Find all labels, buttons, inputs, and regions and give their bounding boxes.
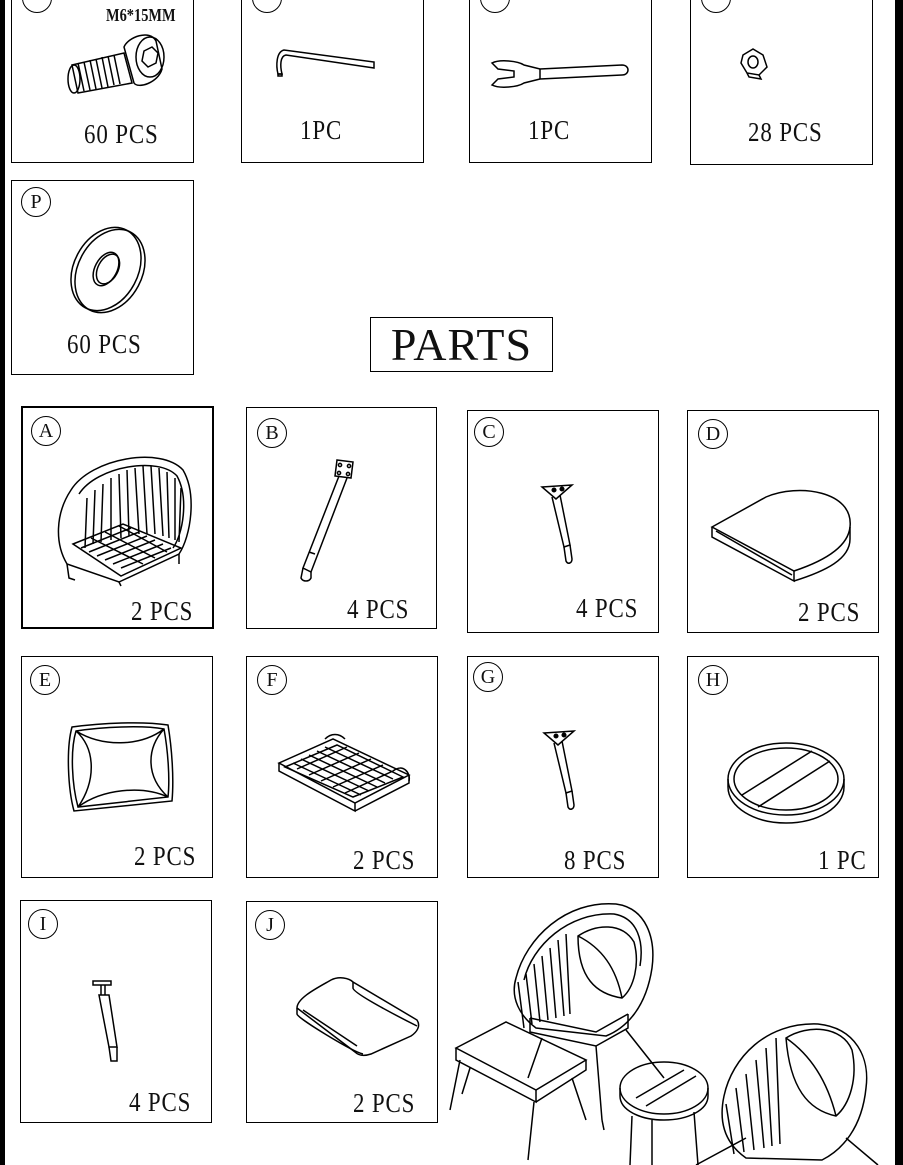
tapered-leg-icon (538, 727, 588, 817)
allen-key-qty: 1PC (300, 115, 343, 145)
chair-frame-icon (51, 444, 197, 586)
hardware-wrench-box (469, 0, 652, 163)
hex-bolt-icon (52, 25, 182, 105)
section-title: PARTS (370, 317, 553, 372)
part-f-qty: 2 PCS (353, 845, 416, 875)
washer-qty: 60 PCS (67, 329, 142, 359)
ottoman-cushion-icon (293, 974, 423, 1058)
hardware-letter-cutoff (252, 0, 282, 13)
hardware-washer-box (11, 180, 194, 375)
hardware-letter-cutoff (701, 0, 731, 13)
page-border-left (0, 0, 5, 1165)
part-d-letter: D (698, 419, 728, 449)
bistro-set-icon (446, 898, 886, 1165)
part-f-letter: F (257, 665, 287, 695)
part-d-qty: 2 PCS (798, 597, 861, 627)
part-e-letter: E (30, 665, 60, 695)
part-j-box (246, 901, 438, 1123)
hardware-letter-cutoff (480, 0, 510, 13)
part-b-letter: B (257, 418, 287, 448)
seat-cushion-icon (708, 487, 858, 583)
wrench-icon (488, 53, 633, 103)
part-b-qty: 4 PCS (347, 594, 410, 624)
table-leg-icon (87, 977, 127, 1067)
part-e-qty: 2 PCS (134, 841, 197, 871)
nut-qty: 28 PCS (748, 117, 823, 147)
part-a-letter: A (31, 416, 61, 446)
hardware-letter-cutoff (22, 0, 52, 13)
part-a-qty: 2 PCS (131, 596, 194, 626)
wrench-qty: 1PC (528, 115, 571, 145)
hardware-nut-box (690, 0, 873, 165)
washer-icon (64, 223, 154, 323)
part-c-box (467, 410, 659, 633)
part-f-box (246, 656, 438, 878)
tapered-leg-icon (534, 481, 584, 571)
page-border-right (895, 0, 903, 1165)
part-d-box (687, 410, 879, 633)
washer-letter: P (21, 187, 51, 217)
hex-nut-icon (735, 45, 775, 85)
ottoman-frame-icon (275, 733, 415, 819)
part-g-qty: 8 PCS (564, 845, 627, 875)
part-j-letter: J (255, 910, 285, 940)
part-a-box (21, 406, 214, 629)
hardware-bolt-box (11, 0, 194, 163)
part-j-qty: 2 PCS (353, 1088, 416, 1118)
back-cushion-icon (62, 719, 178, 815)
part-e-box (21, 656, 213, 878)
part-b-box (246, 407, 437, 629)
part-h-letter: H (698, 665, 728, 695)
part-h-box (687, 656, 879, 878)
allen-key-icon (272, 46, 382, 86)
bolt-spec: M6*15MM (106, 5, 176, 25)
part-c-letter: C (474, 417, 504, 447)
part-g-box (467, 656, 659, 878)
part-i-box (20, 900, 212, 1123)
table-top-icon (724, 739, 848, 829)
part-h-qty: 1 PC (818, 845, 867, 875)
part-c-qty: 4 PCS (576, 593, 639, 623)
hardware-allen-key-box (241, 0, 424, 163)
chair-leg-icon (297, 456, 367, 586)
part-g-letter: G (473, 662, 503, 692)
part-i-qty: 4 PCS (129, 1087, 192, 1117)
bolt-qty: 60 PCS (84, 119, 159, 149)
part-i-letter: I (28, 909, 58, 939)
